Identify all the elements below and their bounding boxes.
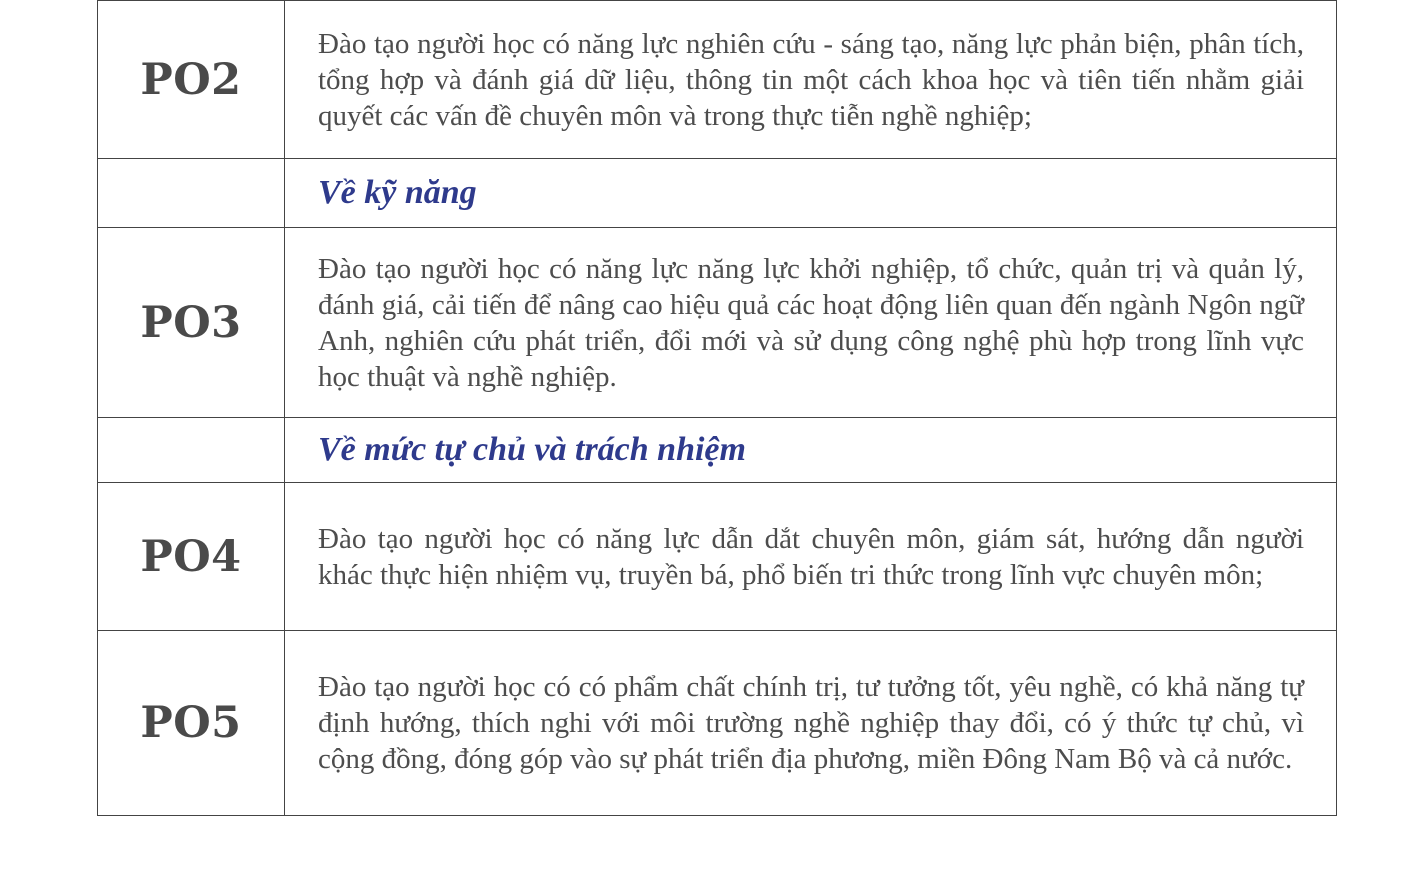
- empty-code-cell: [98, 159, 285, 228]
- objective-description: Đào tạo người học có năng lực năng lực khởi nghiệp, tổ chức, quản trị và quản lý, đánh giá, cải tiến để nâng cao hiệu quả các hoạt động liên quan đến ngành Ngôn ngữ Anh, nghiên cứu phát triển, đổi mới và sử dụng công nghệ phù hợp trong lĩnh vực học thuật và nghề nghiệp.: [285, 228, 1337, 418]
- table-row-po5: [98, 631, 1337, 816]
- section-heading: Về kỹ năng: [285, 159, 1337, 228]
- table-row-po3: [98, 228, 1337, 418]
- table-row-po4: [98, 483, 1337, 631]
- objective-description: Đào tạo người học có năng lực dẫn dắt chuyên môn, giám sát, hướng dẫn người khác thực hiện nhiệm vụ, truyền bá, phổ biến tri thức trong lĩnh vực chuyên môn;: [285, 483, 1337, 631]
- objective-description: Đào tạo người học có có phẩm chất chính trị, tư tưởng tốt, yêu nghề, có khả năng tự định hướng, thích nghi với môi trường nghề nghiệp thay đổi, có ý thức tự chủ, vì cộng đồng, đóng góp vào sự phát triển địa phương, miền Đông Nam Bộ và cả nước.: [285, 631, 1337, 816]
- objective-code: PO3: [98, 228, 285, 418]
- program-objectives-table: [97, 0, 1337, 816]
- section-row-autonomy: [98, 418, 1337, 483]
- section-heading: Về mức tự chủ và trách nhiệm: [285, 418, 1337, 483]
- section-row-skills: [98, 159, 1337, 228]
- objective-code: PO4: [98, 483, 285, 631]
- objective-description: Đào tạo người học có năng lực nghiên cứu - sáng tạo, năng lực phản biện, phân tích, tổng hợp và đánh giá dữ liệu, thông tin một cách khoa học và tiên tiến nhằm giải quyết các vấn đề chuyên môn và trong thực tiễn nghề nghiệp;: [285, 1, 1337, 159]
- empty-code-cell: [98, 418, 285, 483]
- objective-code: PO5: [98, 631, 285, 816]
- table-row-po2: [98, 1, 1337, 159]
- objective-code: PO2: [98, 1, 285, 159]
